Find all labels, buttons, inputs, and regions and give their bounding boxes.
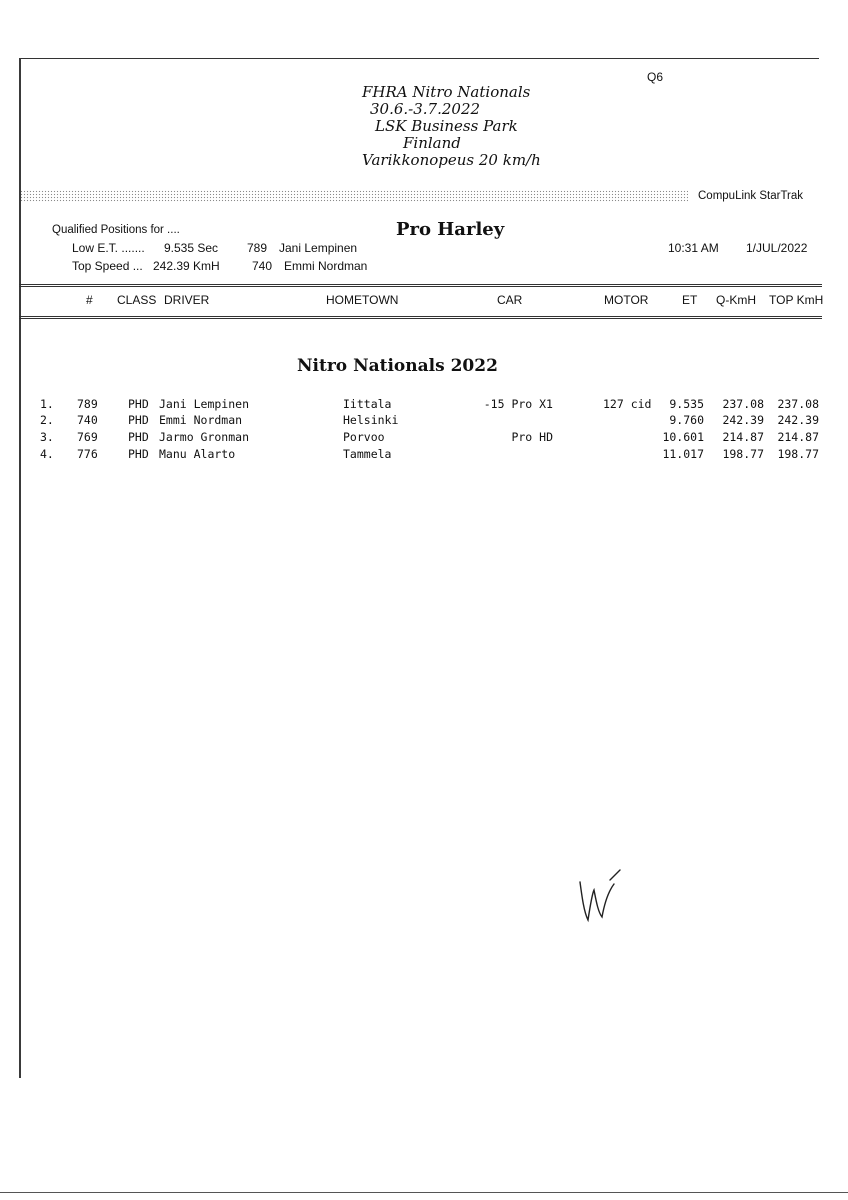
col-et: ET xyxy=(682,293,698,307)
row-number: 789 xyxy=(77,397,98,411)
software-label: CompuLink StarTrak xyxy=(698,190,804,202)
row-driver: Emmi Nordman xyxy=(159,413,243,427)
event-country: Finland xyxy=(403,134,461,152)
low-et-value: 9.535 Sec xyxy=(164,241,219,255)
row-position: 3. xyxy=(40,430,54,444)
row-qkmh: 242.39 xyxy=(722,413,764,427)
row-driver: Jani Lempinen xyxy=(159,397,250,411)
row-position: 4. xyxy=(40,447,54,461)
page-bottom-line xyxy=(0,1192,848,1193)
pit-speed: Varikkonopeus 20 km/h xyxy=(362,151,541,169)
row-et: 10.601 xyxy=(662,430,704,444)
low-et-number: 789 xyxy=(247,241,268,255)
row-qkmh: 214.87 xyxy=(722,430,764,444)
event-venue: LSK Business Park xyxy=(375,117,518,135)
row-et: 11.017 xyxy=(662,447,704,461)
row-topkmh: 237.08 xyxy=(777,397,819,411)
row-class: PHD xyxy=(128,447,149,461)
row-number: 740 xyxy=(77,413,98,427)
col-car: CAR xyxy=(497,293,523,307)
top-speed-number: 740 xyxy=(252,259,273,273)
col-class: CLASS xyxy=(117,293,157,307)
col-motor: MOTOR xyxy=(604,293,649,307)
row-number: 776 xyxy=(77,447,98,461)
left-border xyxy=(19,58,21,1078)
sheet-code: Q6 xyxy=(647,70,664,84)
col-num: # xyxy=(86,293,93,307)
row-motor: 127 cid xyxy=(603,397,652,411)
col-topkmh: TOP KmH xyxy=(769,293,824,307)
low-et-driver: Jani Lempinen xyxy=(279,241,358,255)
header-rule-bottom-2 xyxy=(19,318,822,319)
row-topkmh: 242.39 xyxy=(777,413,819,427)
row-car: Pro HD xyxy=(511,430,553,444)
row-et: 9.760 xyxy=(669,413,704,427)
section-title: Nitro Nationals 2022 xyxy=(297,356,498,376)
top-speed-value: 242.39 KmH xyxy=(153,259,220,273)
row-class: PHD xyxy=(128,430,149,444)
row-number: 769 xyxy=(77,430,98,444)
row-qkmh: 237.08 xyxy=(722,397,764,411)
report-date: 1/JUL/2022 xyxy=(746,241,808,255)
top-speed-label: Top Speed ... xyxy=(72,259,143,273)
class-title: Pro Harley xyxy=(396,219,505,240)
row-hometown: Porvoo xyxy=(343,430,385,444)
handwritten-signature xyxy=(570,862,630,932)
row-et: 9.535 xyxy=(669,397,704,411)
row-driver: Jarmo Gronman xyxy=(159,430,250,444)
row-class: PHD xyxy=(128,397,149,411)
row-position: 2. xyxy=(40,413,54,427)
row-hometown: Tammela xyxy=(343,447,392,461)
row-position: 1. xyxy=(40,397,54,411)
row-topkmh: 214.87 xyxy=(777,430,819,444)
row-hometown: Iittala xyxy=(343,397,392,411)
row-driver: Manu Alarto xyxy=(159,447,236,461)
row-qkmh: 198.77 xyxy=(722,447,764,461)
event-title: FHRA Nitro Nationals xyxy=(362,83,531,101)
row-topkmh: 198.77 xyxy=(777,447,819,461)
top-border xyxy=(19,58,819,59)
col-qkmh: Q-KmH xyxy=(716,293,756,307)
event-dates: 30.6.-3.7.2022 xyxy=(370,100,481,118)
row-class: PHD xyxy=(128,413,149,427)
header-rule-top-1 xyxy=(19,284,822,285)
dotted-separator xyxy=(20,190,688,202)
col-driver: DRIVER xyxy=(164,293,210,307)
qualified-label: Qualified Positions for .... xyxy=(52,224,180,236)
col-hometown: HOMETOWN xyxy=(326,293,399,307)
top-speed-driver: Emmi Nordman xyxy=(284,259,368,273)
report-time: 10:31 AM xyxy=(668,241,719,255)
row-hometown: Helsinki xyxy=(343,413,399,427)
row-car: -15 Pro X1 xyxy=(483,397,553,411)
low-et-label: Low E.T. ....... xyxy=(72,241,145,255)
header-rule-bottom-1 xyxy=(19,316,822,317)
header-rule-top-2 xyxy=(19,286,822,287)
